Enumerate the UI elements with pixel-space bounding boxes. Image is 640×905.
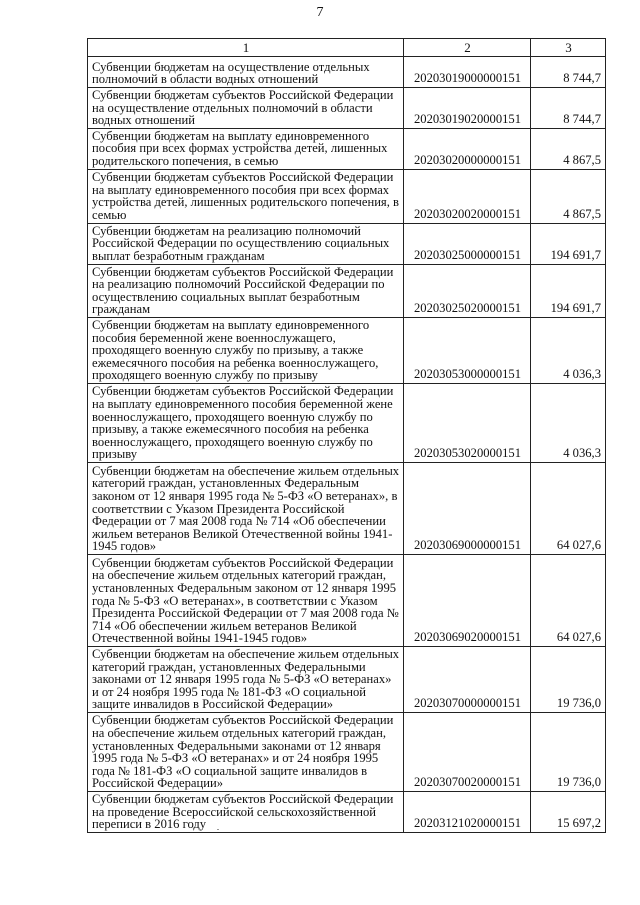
row-description: Субвенции бюджетам субъектов Российской Федерации на выплату единовременного пособия беременной жене военнослужащего, проходящего военную службу по призыву, а также ежемесячного пособия на ребенка военнослужащего, проходящего военную службу по призыву: [88, 383, 404, 462]
table-row: [88, 646, 606, 712]
header-col-1: 1: [88, 39, 404, 57]
row-amount: 8 744,7: [531, 57, 606, 88]
row-code: 20203070000000151: [404, 646, 531, 712]
table-row: [88, 317, 606, 383]
table-row: [88, 264, 606, 317]
row-code: 20203020020000151: [404, 169, 531, 223]
table-row: [88, 57, 606, 88]
row-amount: 194 691,7: [531, 264, 606, 317]
row-amount: 4 036,3: [531, 383, 606, 462]
row-description: Субвенции бюджетам субъектов Российской Федерации на обеспечение жильем отдельных категорий граждан, установленных Федеральными законами от 12 января 1995 года № 5-ФЗ «О ветеранах» и от 24 ноября 1995 года № 181-ФЗ «О социальной защите инвалидов в Российской Федерации»: [88, 712, 404, 791]
table-row: [88, 383, 606, 462]
table-row: [88, 223, 606, 264]
table-row: [88, 791, 606, 832]
row-description: Субвенции бюджетам на обеспечение жильем отдельных категорий граждан, установленных Федеральным законом от 12 января 1995 года № 5-ФЗ «О ветеранах», в соответствии с Указом Президента Российской Федерации от 7 мая 2008 года № 714 «Об обеспечении жильем ветеранов Великой Отечественной войны 1941-1945 годов»: [88, 462, 404, 554]
row-amount: 8 744,7: [531, 88, 606, 129]
row-description: Субвенции бюджетам субъектов Российской Федерации на осуществление отдельных полномочий в области водных отношений: [88, 88, 404, 129]
row-amount: 15 697,2: [531, 791, 606, 832]
row-code: 20203053020000151: [404, 383, 531, 462]
row-amount: 4 036,3: [531, 317, 606, 383]
scan-speck: [217, 829, 219, 830]
row-code: 20203069020000151: [404, 554, 531, 646]
row-code: 20203053000000151: [404, 317, 531, 383]
row-amount: 64 027,6: [531, 554, 606, 646]
table-row: [88, 169, 606, 223]
subventions-table: [87, 38, 606, 833]
row-code: 20203019000000151: [404, 57, 531, 88]
row-amount: 19 736,0: [531, 646, 606, 712]
row-amount: 4 867,5: [531, 128, 606, 169]
row-description: Субвенции бюджетам на реализацию полномочий Российской Федерации по осуществлению социальных выплат безработным гражданам: [88, 223, 404, 264]
header-col-3: 3: [531, 39, 606, 57]
table-row: [88, 88, 606, 129]
table-row: [88, 554, 606, 646]
table-row: [88, 462, 606, 554]
row-description: Субвенции бюджетам на выплату единовременного пособия беременной жене военнослужащего, проходящего военную службу по призыву, а также ежемесячного пособия на ребенка военнослужащего, проходящего военную службу по призыву: [88, 317, 404, 383]
row-code: 20203025020000151: [404, 264, 531, 317]
header-col-2: 2: [404, 39, 531, 57]
row-code: 20203020000000151: [404, 128, 531, 169]
row-description: Субвенции бюджетам на выплату единовременного пособия при всех формах устройства детей, лишенных родительского попечения, в семью: [88, 128, 404, 169]
row-code: 20203121020000151: [404, 791, 531, 832]
table-row: [88, 128, 606, 169]
table-row: [88, 712, 606, 791]
row-amount: 4 867,5: [531, 169, 606, 223]
row-code: 20203070020000151: [404, 712, 531, 791]
row-amount: 64 027,6: [531, 462, 606, 554]
row-description: Субвенции бюджетам на обеспечение жильем отдельных категорий граждан, установленных Федеральными законами от 12 января 1995 года № 5-ФЗ «О ветеранах» и от 24 ноября 1995 года № 181-ФЗ «О социальной защите инвалидов в Российской Федерации»: [88, 646, 404, 712]
row-code: 20203025000000151: [404, 223, 531, 264]
row-description: Субвенции бюджетам субъектов Российской Федерации на выплату единовременного пособия при всех формах устройства детей, лишенных родительского попечения, в семью: [88, 169, 404, 223]
row-amount: 19 736,0: [531, 712, 606, 791]
row-description: Субвенции бюджетам субъектов Российской Федерации на обеспечение жильем отдельных категорий граждан, установленных Федеральным законом от 12 января 1995 года № 5-ФЗ «О ветеранах», в соответствии с Указом Президента Российской Федерации от 7 мая 2008 года № 714 «Об обеспечении жильем ветеранов Великой Отечественной войны 1941-1945 годов»: [88, 554, 404, 646]
row-amount: 194 691,7: [531, 223, 606, 264]
page-number: 7: [316, 5, 324, 20]
row-code: 20203019020000151: [404, 88, 531, 129]
table-header-row: [88, 39, 606, 57]
row-code: 20203069000000151: [404, 462, 531, 554]
row-description: Субвенции бюджетам субъектов Российской Федерации на реализацию полномочий Российской Федерации по осуществлению социальных выплат безработным гражданам: [88, 264, 404, 317]
row-description: Субвенции бюджетам на осуществление отдельных полномочий в области водных отношений: [88, 57, 404, 88]
row-description: Субвенции бюджетам субъектов Российской Федерации на проведение Всероссийской сельскохозяйственной переписи в 2016 году: [88, 791, 404, 832]
